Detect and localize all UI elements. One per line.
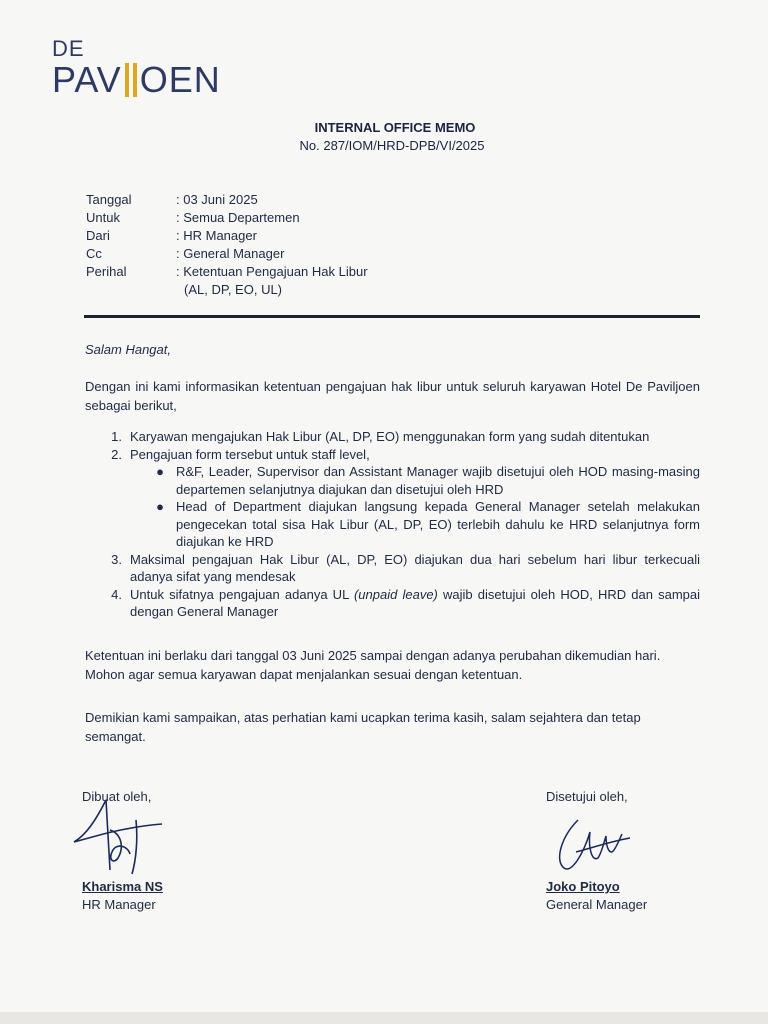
memo-title: INTERNAL OFFICE MEMO xyxy=(314,120,476,135)
list-item xyxy=(85,586,700,621)
list-number: 3. xyxy=(111,551,122,567)
meta-row-date xyxy=(86,191,476,209)
meta-label: Tanggal xyxy=(86,192,132,207)
logo-wordmark xyxy=(52,60,221,100)
provisions-list xyxy=(85,428,700,621)
meta-row-from xyxy=(86,227,476,245)
sub-list-item xyxy=(130,463,700,498)
intro-paragraph: Dengan ini kami informasikan ketentuan pengajuan hak libur untuk seluruh karyawan Hotel De Paviljoen sebagai berikut, xyxy=(85,379,700,413)
company-logo xyxy=(52,38,221,100)
meta-value: : HR Manager xyxy=(176,228,257,243)
list-item xyxy=(85,446,700,464)
logo-text-left: PAV xyxy=(52,59,122,100)
sub-list-item xyxy=(130,498,700,551)
meta-label: Untuk xyxy=(86,210,120,225)
signatory-name: Joko Pitoyo xyxy=(546,879,620,894)
list-text-part: wajib disetujui oleh HOD, HRD dan sampai dengan General Manager xyxy=(130,586,701,619)
list-number: 4. xyxy=(111,586,122,602)
signature-space xyxy=(546,806,746,878)
footer-band xyxy=(0,1012,768,1024)
meta-value: : Semua Departemen xyxy=(176,210,300,225)
list-text xyxy=(130,586,700,621)
meta-value: : 03 Juni 2025 xyxy=(176,192,258,207)
list-text: Maksimal pengajuan Hak Libur (AL, DP, EO) diajukan dua hari sebelum hari libur terkecuali adanya sifat yang mendesak xyxy=(130,551,700,584)
bullet-icon: ● xyxy=(156,464,164,479)
sub-list-text: Head of Department diajukan langsung kepada General Manager setelah melakukan pengecekan total sisa Hak Libur (AL, DP, EO) terlebih dahulu ke HRD selanjutnya form diajukan ke HRD xyxy=(176,499,700,549)
signature-block-right xyxy=(546,788,746,914)
list-text-italic: (unpaid leave) xyxy=(353,586,438,602)
list-item xyxy=(85,551,700,586)
greeting: Salam Hangat, xyxy=(85,342,171,357)
signatory-name: Kharisma NS xyxy=(82,879,163,894)
memo-meta-table xyxy=(86,191,476,299)
list-text: Karyawan mengajukan Hak Libur (AL, DP, EO) menggunakan form yang sudah ditentukan xyxy=(130,429,650,444)
meta-row-to xyxy=(86,209,476,227)
signature-space xyxy=(82,806,282,878)
list-text: Pengajuan form tersebut untuk staff level, xyxy=(130,446,370,462)
meta-value: : Ketentuan Pengajuan Hak Libur xyxy=(176,264,368,279)
signature-caption: Dibuat oleh, xyxy=(82,789,152,804)
list-text-part: Untuk sifatnya pengajuan adanya UL xyxy=(130,586,354,602)
signature-block-left xyxy=(82,788,282,914)
header-divider xyxy=(84,315,700,318)
bullet-icon: ● xyxy=(156,499,164,514)
meta-label: Perihal xyxy=(86,264,127,279)
memo-number: No. 287/IOM/HRD-DPB/VI/2025 xyxy=(299,138,485,153)
closing-paragraph: Demikian kami sampaikan, atas perhatian kami ucapkan terima kasih, salam sejahtera dan tetap semangat. xyxy=(85,710,641,744)
signatory-title: HR Manager xyxy=(82,897,156,912)
signatory-title: General Manager xyxy=(546,897,648,912)
logo-bars-icon xyxy=(125,63,137,97)
meta-label: Dari xyxy=(86,228,110,243)
logo-text-right: OEN xyxy=(139,59,221,100)
signature-caption: Disetujui oleh, xyxy=(546,789,628,804)
list-number: 1. xyxy=(111,429,122,444)
logo-line-de: DE xyxy=(52,36,85,61)
meta-row-cc xyxy=(86,245,476,263)
meta-label: Cc xyxy=(86,246,102,261)
meta-subject-continuation: (AL, DP, EO, UL) xyxy=(184,282,283,297)
list-number: 2. xyxy=(111,446,122,462)
meta-row-subject xyxy=(86,263,476,281)
list-item xyxy=(85,428,700,446)
sub-list-text: R&F, Leader, Supervisor dan Assistant Manager wajib disetujui oleh HOD masing-masing departemen selanjutnya diajukan dan disetujui oleh HRD xyxy=(176,464,700,497)
meta-value: : General Manager xyxy=(176,246,285,261)
validity-paragraph: Ketentuan ini berlaku dari tanggal 03 Juni 2025 sampai dengan adanya perubahan dikemudian hari. Mohon agar semua karyawan dapat menjalankan sesuai dengan ketentuan. xyxy=(85,648,661,682)
